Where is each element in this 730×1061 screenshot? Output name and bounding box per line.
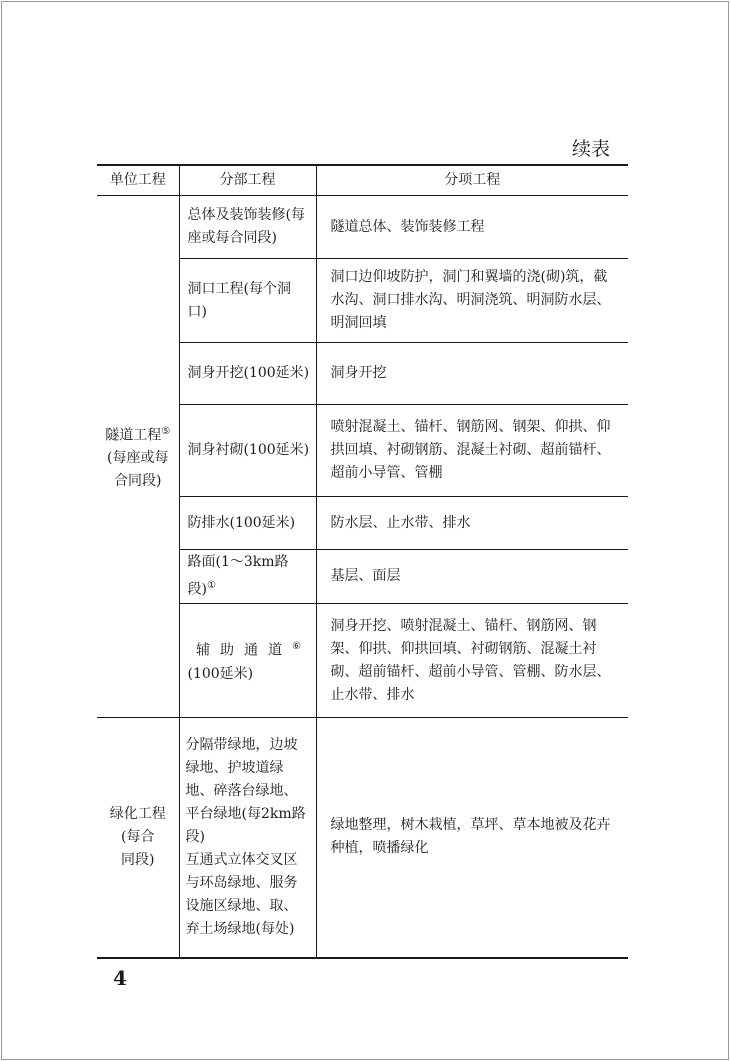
unit-greening-name: 绿化工程 (109, 805, 166, 822)
header-unit: 单位工程 (97, 165, 179, 196)
items-cell: 洞口边仰坡防护，洞门和翼墙的浇(砌)筑，截水沟、洞口排水沟、明洞浇筑、明洞防水层、明洞回填 (316, 259, 628, 343)
unit-tunnel-scope: (每座或每合同段) (107, 450, 169, 490)
items-cell: 喷射混凝土、锚杆、钢筋网、钢架、仰拱、仰拱回填、衬砌钢筋、混凝土衬砌、超前锚杆、超前小导管、管棚 (316, 405, 628, 497)
division-cell (179, 718, 316, 958)
division-note: ⑥ (292, 641, 301, 653)
items-cell: 隧道总体、装饰装修工程 (316, 196, 628, 259)
unit-tunnel-note: ⑤ (161, 425, 171, 437)
table-row (97, 718, 628, 958)
division-cell: 总体及装饰装修(每座或每合同段) (179, 196, 316, 259)
division-cell (179, 604, 316, 718)
engineering-table (97, 164, 628, 959)
division-cell: 洞口工程(每个洞口) (179, 259, 316, 343)
division-greening-2: 互通式立体交叉区与环岛绿地、服务设施区绿地、取、弃土场绿地(每处) (185, 851, 298, 937)
items-cell: 基层、面层 (316, 550, 628, 604)
table-row (97, 196, 628, 259)
division-cell: 洞身衬砌(100延米) (179, 405, 316, 497)
items-cell: 绿地整理，树木栽植，草坪、草本地被及花卉种植，喷播绿化 (316, 718, 628, 958)
division-greening-1: 分隔带绿地，边坡绿地、护坡道绿地、碎落台绿地、平台绿地(每2km路段) (185, 736, 306, 845)
header-items: 分项工程 (316, 165, 628, 196)
division-cell: 洞身开挖(100延米) (179, 343, 316, 405)
division-note: ① (206, 580, 216, 592)
division-label: 辅助通道 (196, 642, 293, 659)
items-cell: 防水层、止水带、排水 (316, 497, 628, 550)
items-cell: 洞身开挖 (316, 343, 628, 405)
unit-greening (97, 718, 179, 958)
table-header-row (97, 165, 628, 196)
continued-label: 续表 (572, 138, 611, 160)
division-cell (179, 550, 316, 604)
header-division: 分部工程 (179, 165, 316, 196)
division-label: 路面(1～3km路段) (187, 554, 289, 598)
unit-tunnel (97, 196, 179, 718)
division-cell: 防排水(100延米) (179, 497, 316, 550)
division-scope: (100延米) (187, 665, 254, 682)
items-cell: 洞身开挖、喷射混凝土、锚杆、钢筋网、钢架、仰拱、仰拱回填、衬砌钢筋、混凝土衬砌、超前锚杆、超前小导管、管棚、防水层、止水带、排水 (316, 604, 628, 718)
division-title-line (188, 635, 310, 663)
page-number: 4 (113, 966, 127, 990)
unit-greening-scope: (每合同段) (121, 828, 155, 868)
unit-tunnel-name: 隧道工程 (105, 427, 162, 444)
